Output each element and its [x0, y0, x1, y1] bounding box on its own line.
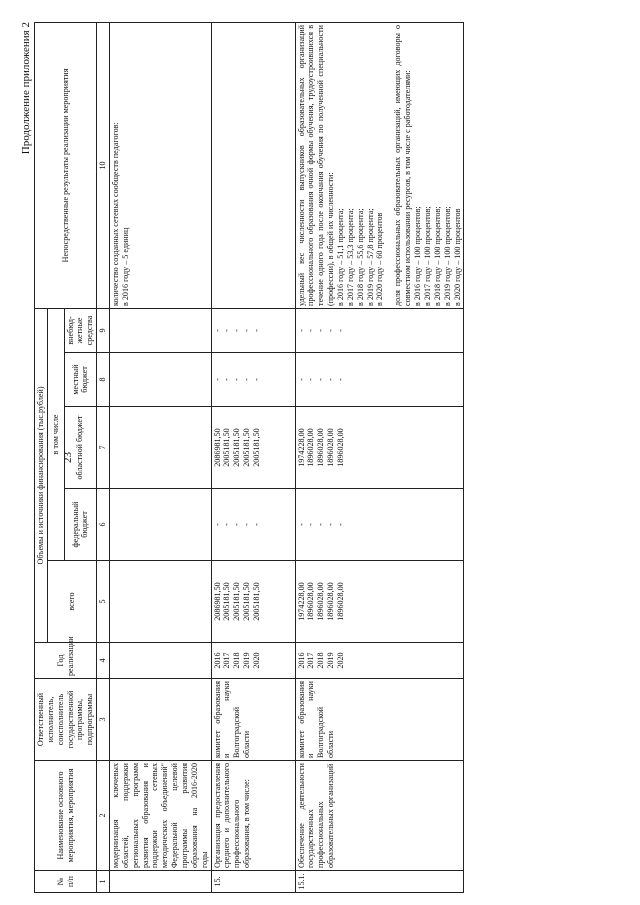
total-amount — [295, 561, 464, 643]
federal-amount-line: - — [336, 523, 346, 526]
local-amount-line: - — [212, 378, 222, 381]
row-number — [110, 871, 212, 893]
local-amount-line: - — [306, 378, 316, 381]
col-num: 5 — [97, 561, 110, 643]
regional-amount-line: 2005181,50 — [252, 428, 262, 467]
total-amount-line: 1974228,00 — [296, 582, 306, 621]
header-total: всего — [47, 561, 96, 643]
header-name: Наименование основного мероприятия, мероприятия — [35, 761, 97, 871]
year-list-line: 2017 — [222, 652, 232, 669]
program-table — [34, 22, 464, 893]
federal-amount — [110, 489, 212, 561]
activity-name: Организация предоставления среднего и дополнительного профессионального образования, в том числе: — [211, 761, 295, 871]
local-amount-line: - — [252, 378, 262, 381]
total-amount-line: 2005181,50 — [222, 582, 232, 621]
header-year: Год реализации — [35, 643, 97, 679]
result-text-line: в 2018 году – 55,6 процента; — [355, 208, 365, 306]
year-list-line: 2018 — [316, 652, 326, 669]
result-text-line: количество созданных сетевых сообществ педагогов: — [111, 122, 121, 306]
local-amount-line: - — [222, 378, 232, 381]
result-text-line: удельный вес численности выпускников образовательных организаций профессионального образования очной формы обучения, трудоустроившихся в течение одного года после окончания обучения по полученной специальности (профессии), в общей их численности: — [296, 24, 336, 306]
extrabudget-amount-line: - — [326, 329, 336, 332]
executor: комитет образования и науки Волгоградской области — [211, 679, 295, 761]
year-list — [110, 643, 212, 679]
col-num: 1 — [97, 871, 110, 893]
table-row — [211, 22, 295, 892]
year-list — [295, 643, 464, 679]
column-number-row — [97, 22, 110, 892]
federal-amount-line: - — [222, 523, 232, 526]
result-text-line: доля профессиональных образовательных организаций, имеющих договоры о совместном использовании ресурсов, в том числе с работодателями: — [393, 24, 413, 306]
header-no: № п/п — [35, 871, 97, 893]
result-text-line: в 2020 году – 100 процентов — [452, 208, 462, 306]
col-num: 8 — [97, 353, 110, 407]
year-list-line: 2018 — [232, 652, 242, 669]
result-text-line: в 2020 году – 60 процентов — [375, 212, 385, 306]
year-list-line: 2020 — [336, 652, 346, 669]
executor — [110, 679, 212, 761]
total-amount — [110, 561, 212, 643]
regional-amount-line: 2005181,50 — [232, 428, 242, 467]
local-amount-line: - — [336, 378, 346, 381]
regional-amount-line: 1896028,00 — [316, 428, 326, 467]
regional-amount-line: 1896028,00 — [306, 428, 316, 467]
header-including: в том числе — [47, 308, 64, 560]
result-text-line: в 2016 году – 51,1 процента; — [336, 208, 346, 306]
result-text-line — [385, 25, 393, 306]
extrabudget-amount-line: - — [242, 329, 252, 332]
header-regional: областной бюджет — [64, 407, 97, 489]
total-amount-line: 1896028,00 — [316, 582, 326, 621]
activity-name: модернизация ключевых областей, поддержки региональных программ развития образования и поддержки сетевых методических объединений" Федеральной целевой программы развития образования на 2016-2020 годы — [110, 761, 212, 871]
federal-amount-line: - — [326, 523, 336, 526]
result-text-line: в 2019 году – 57,8 процента; — [365, 208, 375, 306]
result-text — [211, 22, 295, 308]
regional-amount-line: 2005181,50 — [222, 428, 232, 467]
local-amount — [295, 353, 464, 407]
result-text — [295, 22, 464, 308]
col-num: 4 — [97, 643, 110, 679]
regional-amount — [110, 407, 212, 489]
total-amount-line: 1896028,00 — [326, 582, 336, 621]
col-num: 3 — [97, 679, 110, 761]
total-amount-line: 2005181,50 — [252, 582, 262, 621]
header-extra: внебюд-жетные средства — [64, 308, 97, 352]
result-text-line: в 2017 году – 100 процентов; — [422, 206, 432, 306]
local-amount-line: - — [326, 378, 336, 381]
result-text-line: в 2016 году – 100 процентов; — [413, 206, 423, 306]
regional-amount — [295, 407, 464, 489]
header-federal: федеральный бюджет — [64, 489, 97, 561]
federal-amount — [295, 489, 464, 561]
extrabudget-amount-line: - — [252, 329, 262, 332]
local-amount-line: - — [296, 378, 306, 381]
year-list-line: 2019 — [242, 652, 252, 669]
extrabudget-amount — [110, 308, 212, 352]
col-num: 7 — [97, 407, 110, 489]
federal-amount — [211, 489, 295, 561]
header-executor: Ответственный исполнитель, соисполнитель государственной программы, подпрограммы — [35, 679, 97, 761]
federal-amount-line: - — [296, 523, 306, 526]
page-number: 23 — [62, 452, 74, 463]
result-text-line: в 2018 году – 100 процентов; — [432, 206, 442, 306]
extrabudget-amount — [211, 308, 295, 352]
header-funding: Объемы и источники финансирования (тыс.рублей) — [35, 308, 48, 642]
regional-amount-line: 1974228,00 — [296, 428, 306, 467]
local-amount-line: - — [316, 378, 326, 381]
row-number: 15. — [211, 871, 295, 893]
header-local: местный бюджет — [64, 353, 97, 407]
extrabudget-amount-line: - — [336, 329, 346, 332]
header-results: Непосредственные результаты реализации мероприятия — [35, 22, 97, 308]
col-num: 6 — [97, 489, 110, 561]
regional-amount-line: 1896028,00 — [336, 428, 346, 467]
activity-name: Обеспечение деятельности государственных профессиональных образовательных организаций — [295, 761, 464, 871]
total-amount-line: 2005181,50 — [232, 582, 242, 621]
year-list-line: 2016 — [296, 652, 306, 669]
executor: комитет образования и науки Волгоградской области — [295, 679, 464, 761]
result-text-line: в 2017 году – 53,3 процента; — [345, 208, 355, 306]
total-amount-line: 2005181,50 — [242, 582, 252, 621]
year-list — [211, 643, 295, 679]
col-num: 10 — [97, 22, 110, 308]
year-list-line: 2016 — [212, 652, 222, 669]
regional-amount — [211, 407, 295, 489]
federal-amount-line: - — [252, 523, 262, 526]
extrabudget-amount-line: - — [316, 329, 326, 332]
continuation-label: Продолжение приложения 2 — [20, 22, 32, 155]
year-list-line: 2019 — [326, 652, 336, 669]
regional-amount-line: 2086981,50 — [212, 428, 222, 467]
federal-amount-line: - — [232, 523, 242, 526]
federal-amount-line: - — [242, 523, 252, 526]
extrabudget-amount-line: - — [296, 329, 306, 332]
year-list-line: 2020 — [252, 652, 262, 669]
regional-amount-line: 2005181,50 — [242, 428, 252, 467]
regional-amount-line: 1896028,00 — [326, 428, 336, 467]
total-amount-line: 1896028,00 — [336, 582, 346, 621]
col-num: 2 — [97, 761, 110, 871]
federal-amount-line: - — [316, 523, 326, 526]
local-amount — [110, 353, 212, 407]
row-number: 15.1. — [295, 871, 464, 893]
result-text-line: в 2019 году – 100 процентов; — [442, 206, 452, 306]
extrabudget-amount — [295, 308, 464, 352]
extrabudget-amount-line: - — [306, 329, 316, 332]
local-amount-line: - — [232, 378, 242, 381]
federal-amount-line: - — [306, 523, 316, 526]
result-text-line: в 2016 году – 5 единиц — [120, 227, 130, 306]
local-amount-line: - — [242, 378, 252, 381]
extrabudget-amount-line: - — [222, 329, 232, 332]
table-row — [110, 22, 212, 892]
result-text — [110, 22, 212, 308]
col-num: 9 — [97, 308, 110, 352]
year-list-line: 2017 — [306, 652, 316, 669]
federal-amount-line: - — [212, 523, 222, 526]
total-amount — [211, 561, 295, 643]
total-amount-line: 2086981,50 — [212, 582, 222, 621]
local-amount — [211, 353, 295, 407]
total-amount-line: 1896028,00 — [306, 582, 316, 621]
table-row — [295, 22, 464, 892]
extrabudget-amount-line: - — [232, 329, 242, 332]
extrabudget-amount-line: - — [212, 329, 222, 332]
